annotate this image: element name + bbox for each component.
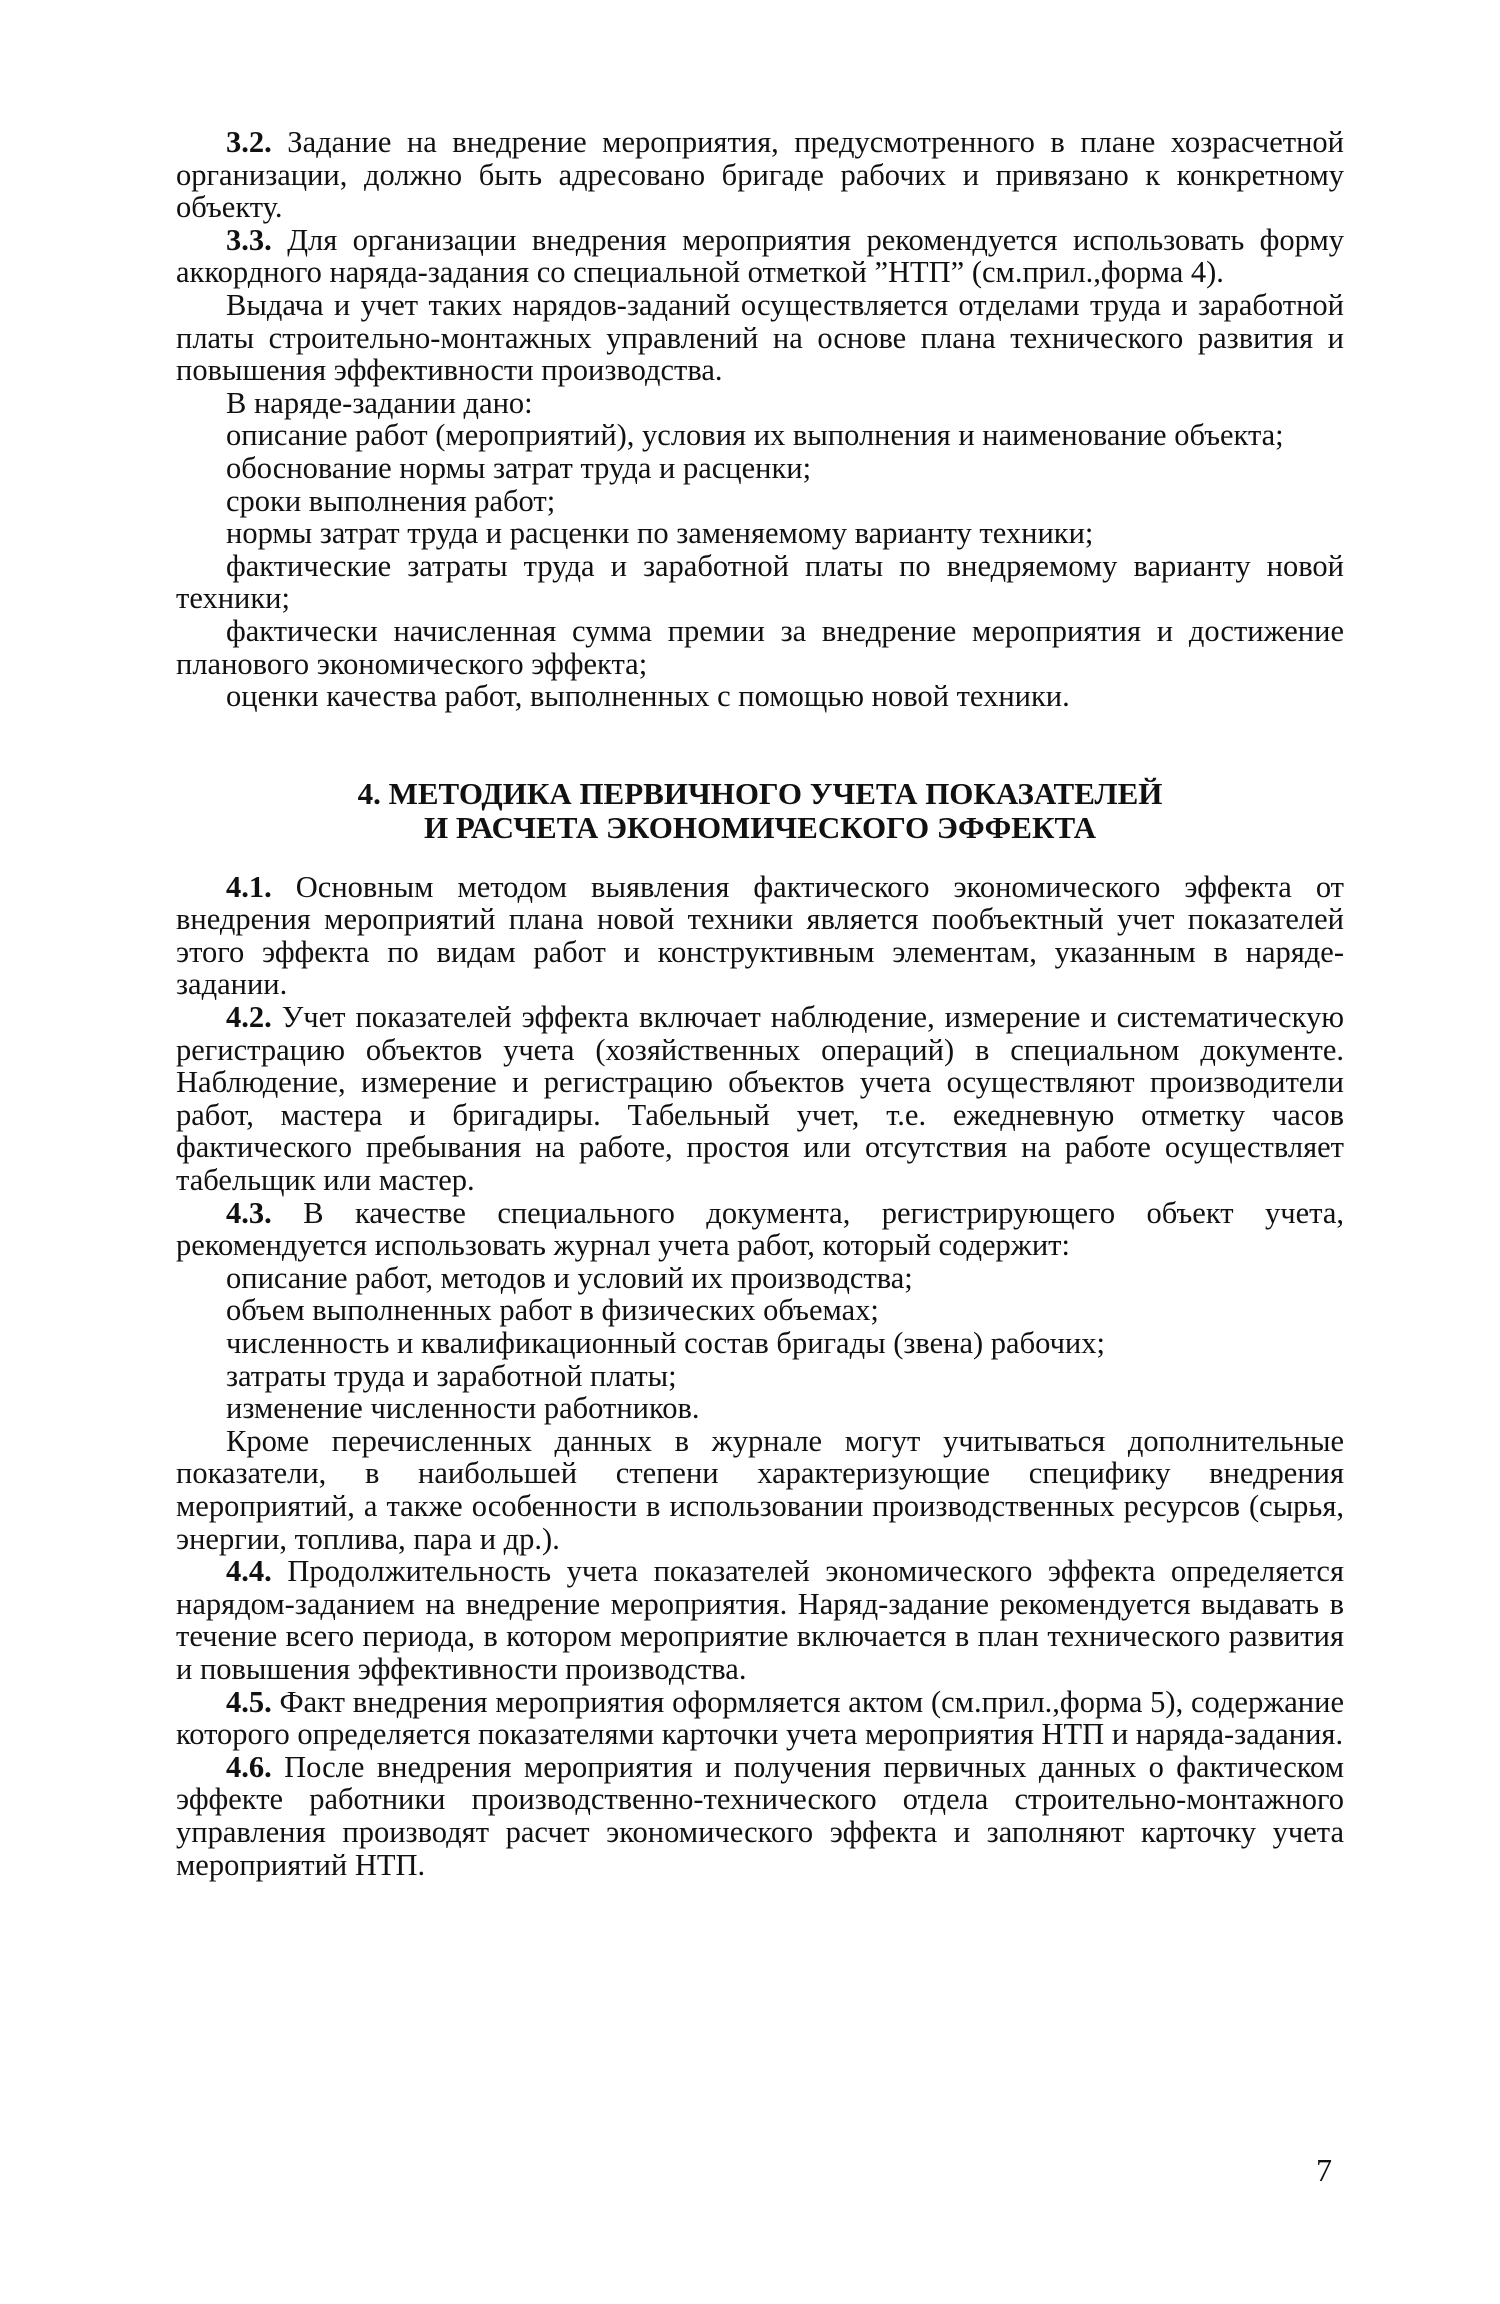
page-number: 7	[1316, 2152, 1332, 2188]
list-item: численность и квалификационный состав бригады (звена) рабочих;	[226, 1326, 1105, 1360]
list-item: фактически начисленная сумма премии за внедрение мероприятия и достижение планового экономического эффекта;	[176, 613, 1344, 681]
list-item: оценки качества работ, выполненных с помощью новой техники.	[226, 679, 1070, 714]
section-heading	[176, 777, 1344, 845]
paragraph-4-2	[176, 1001, 1344, 1197]
paragraph-4-3	[176, 1197, 1344, 1262]
paragraph-text: Задание на внедрение мероприятия, предусмотренного в плане хозрасчетной организации, должно быть адресовано бригаде рабочих и привязано к конкретному объекту.	[176, 125, 1344, 225]
paragraph-text: Факт внедрения мероприятия оформляется актом (см.прил.,форма 5), содержание которого определяется показателями карточки учета мероприятия НТП и наряда-задания.	[176, 1684, 1344, 1752]
paragraph-3-2	[176, 126, 1344, 224]
paragraph-text: Учет показателей эффекта включает наблюдение, измерение и систематическую регистрацию объектов учета (хозяйственных операций) в специальном документе. Наблюдение, измерение и регистрацию объектов учета осуществляют производители работ, мастера и бригадиры. Табельный учет, т.е. ежедневную отметку часов фактического пребывания на работе, простоя или отсутствия на работе осуществляет табельщик или мастер.	[176, 1000, 1344, 1198]
paragraph-number: 4.1.	[226, 869, 272, 904]
paragraph-text: Продолжительность учета показателей экономического эффекта определяется нарядом-заданием на внедрение мероприятия. Наряд-задание рекомендуется выдавать в течение всего периода, в котором мероприятие включается в план технического развития и повышения эффективности производства.	[176, 1554, 1345, 1686]
paragraph-text: Основным методом выявления фактического экономического эффекта от внедрения мероприятий плана новой техники является пообъектный учет показателей этого эффекта по видам работ и конструктивным элементам, указанным в наряде-задании.	[176, 869, 1345, 1002]
paragraph-number: 3.3.	[226, 222, 272, 257]
paragraph-number: 4.4.	[226, 1554, 272, 1589]
paragraph-number: 4.3.	[226, 1195, 272, 1230]
list-item: изменение численности работников.	[226, 1391, 700, 1426]
paragraph-number: 4.2.	[226, 1000, 272, 1035]
paragraph-text: Для организации внедрения мероприятия рекомендуется использовать форму аккордного наряда-задания со специальной отметкой ”НТП” (см.прил.,форма 4).	[176, 222, 1345, 290]
section-heading-line: И РАСЧЕТА ЭКОНОМИЧЕСКОГО ЭФФЕКТА	[424, 809, 1096, 845]
list-intro: В наряде-задании дано:	[226, 385, 533, 420]
paragraph-number: 4.6.	[226, 1749, 272, 1784]
paragraph-4-6	[176, 1751, 1344, 1881]
paragraph-text: После внедрения мероприятия и получения первичных данных о фактическом эффекте работники производственно-технического отдела строительно-монтажного управления производят расчет экономического эффекта и заполняют карточку учета мероприятий НТП.	[176, 1749, 1344, 1882]
paragraph-4-5	[176, 1686, 1344, 1751]
list-item: затраты труда и заработной платы;	[226, 1358, 677, 1393]
list-item: нормы затрат труда и расценки по заменяемому варианту техники;	[226, 516, 1094, 551]
list-item: объем выполненных работ в физических объемах;	[226, 1293, 879, 1328]
list-item: описание работ, методов и условий их производства;	[226, 1260, 913, 1295]
list-item: описание работ (мероприятий), условия их выполнения и наименование объекта;	[226, 418, 1284, 453]
section-heading-line: 4. МЕТОДИКА ПЕРВИЧНОГО УЧЕТА ПОКАЗАТЕЛЕЙ	[357, 775, 1163, 811]
paragraph-4-4	[176, 1555, 1344, 1685]
paragraph-4-1	[176, 871, 1344, 1001]
list-item: обоснование нормы затрат труда и расценки;	[226, 450, 812, 485]
paragraph-text: В качестве специального документа, регистрирующего объект учета, рекомендуется использовать журнал учета работ, который содержит:	[176, 1195, 1345, 1263]
list-item: фактические затраты труда и заработной платы по внедряемому варианту новой техники;	[176, 548, 1344, 616]
paragraph-number: 4.5.	[226, 1684, 272, 1719]
paragraph-3-3	[176, 224, 1344, 289]
paragraph-additional: Кроме перечисленных данных в журнале могут учитываться дополнительные показатели, в наибольшей степени характеризующие специфику внедрения мероприятий, а также особенности в использовании производственных ресурсов (сырья, энергии, топлива, пара и др.).	[176, 1423, 1344, 1556]
document-page	[176, 126, 1344, 1881]
paragraph-issue: Выдача и учет таких нарядов-заданий осуществляется отделами труда и заработной платы строительно-монтажных управлений на основе плана технического развития и повышения эффективности производства.	[176, 287, 1344, 388]
paragraph-number: 3.2.	[226, 125, 272, 159]
list-item: сроки выполнения работ;	[226, 483, 556, 518]
